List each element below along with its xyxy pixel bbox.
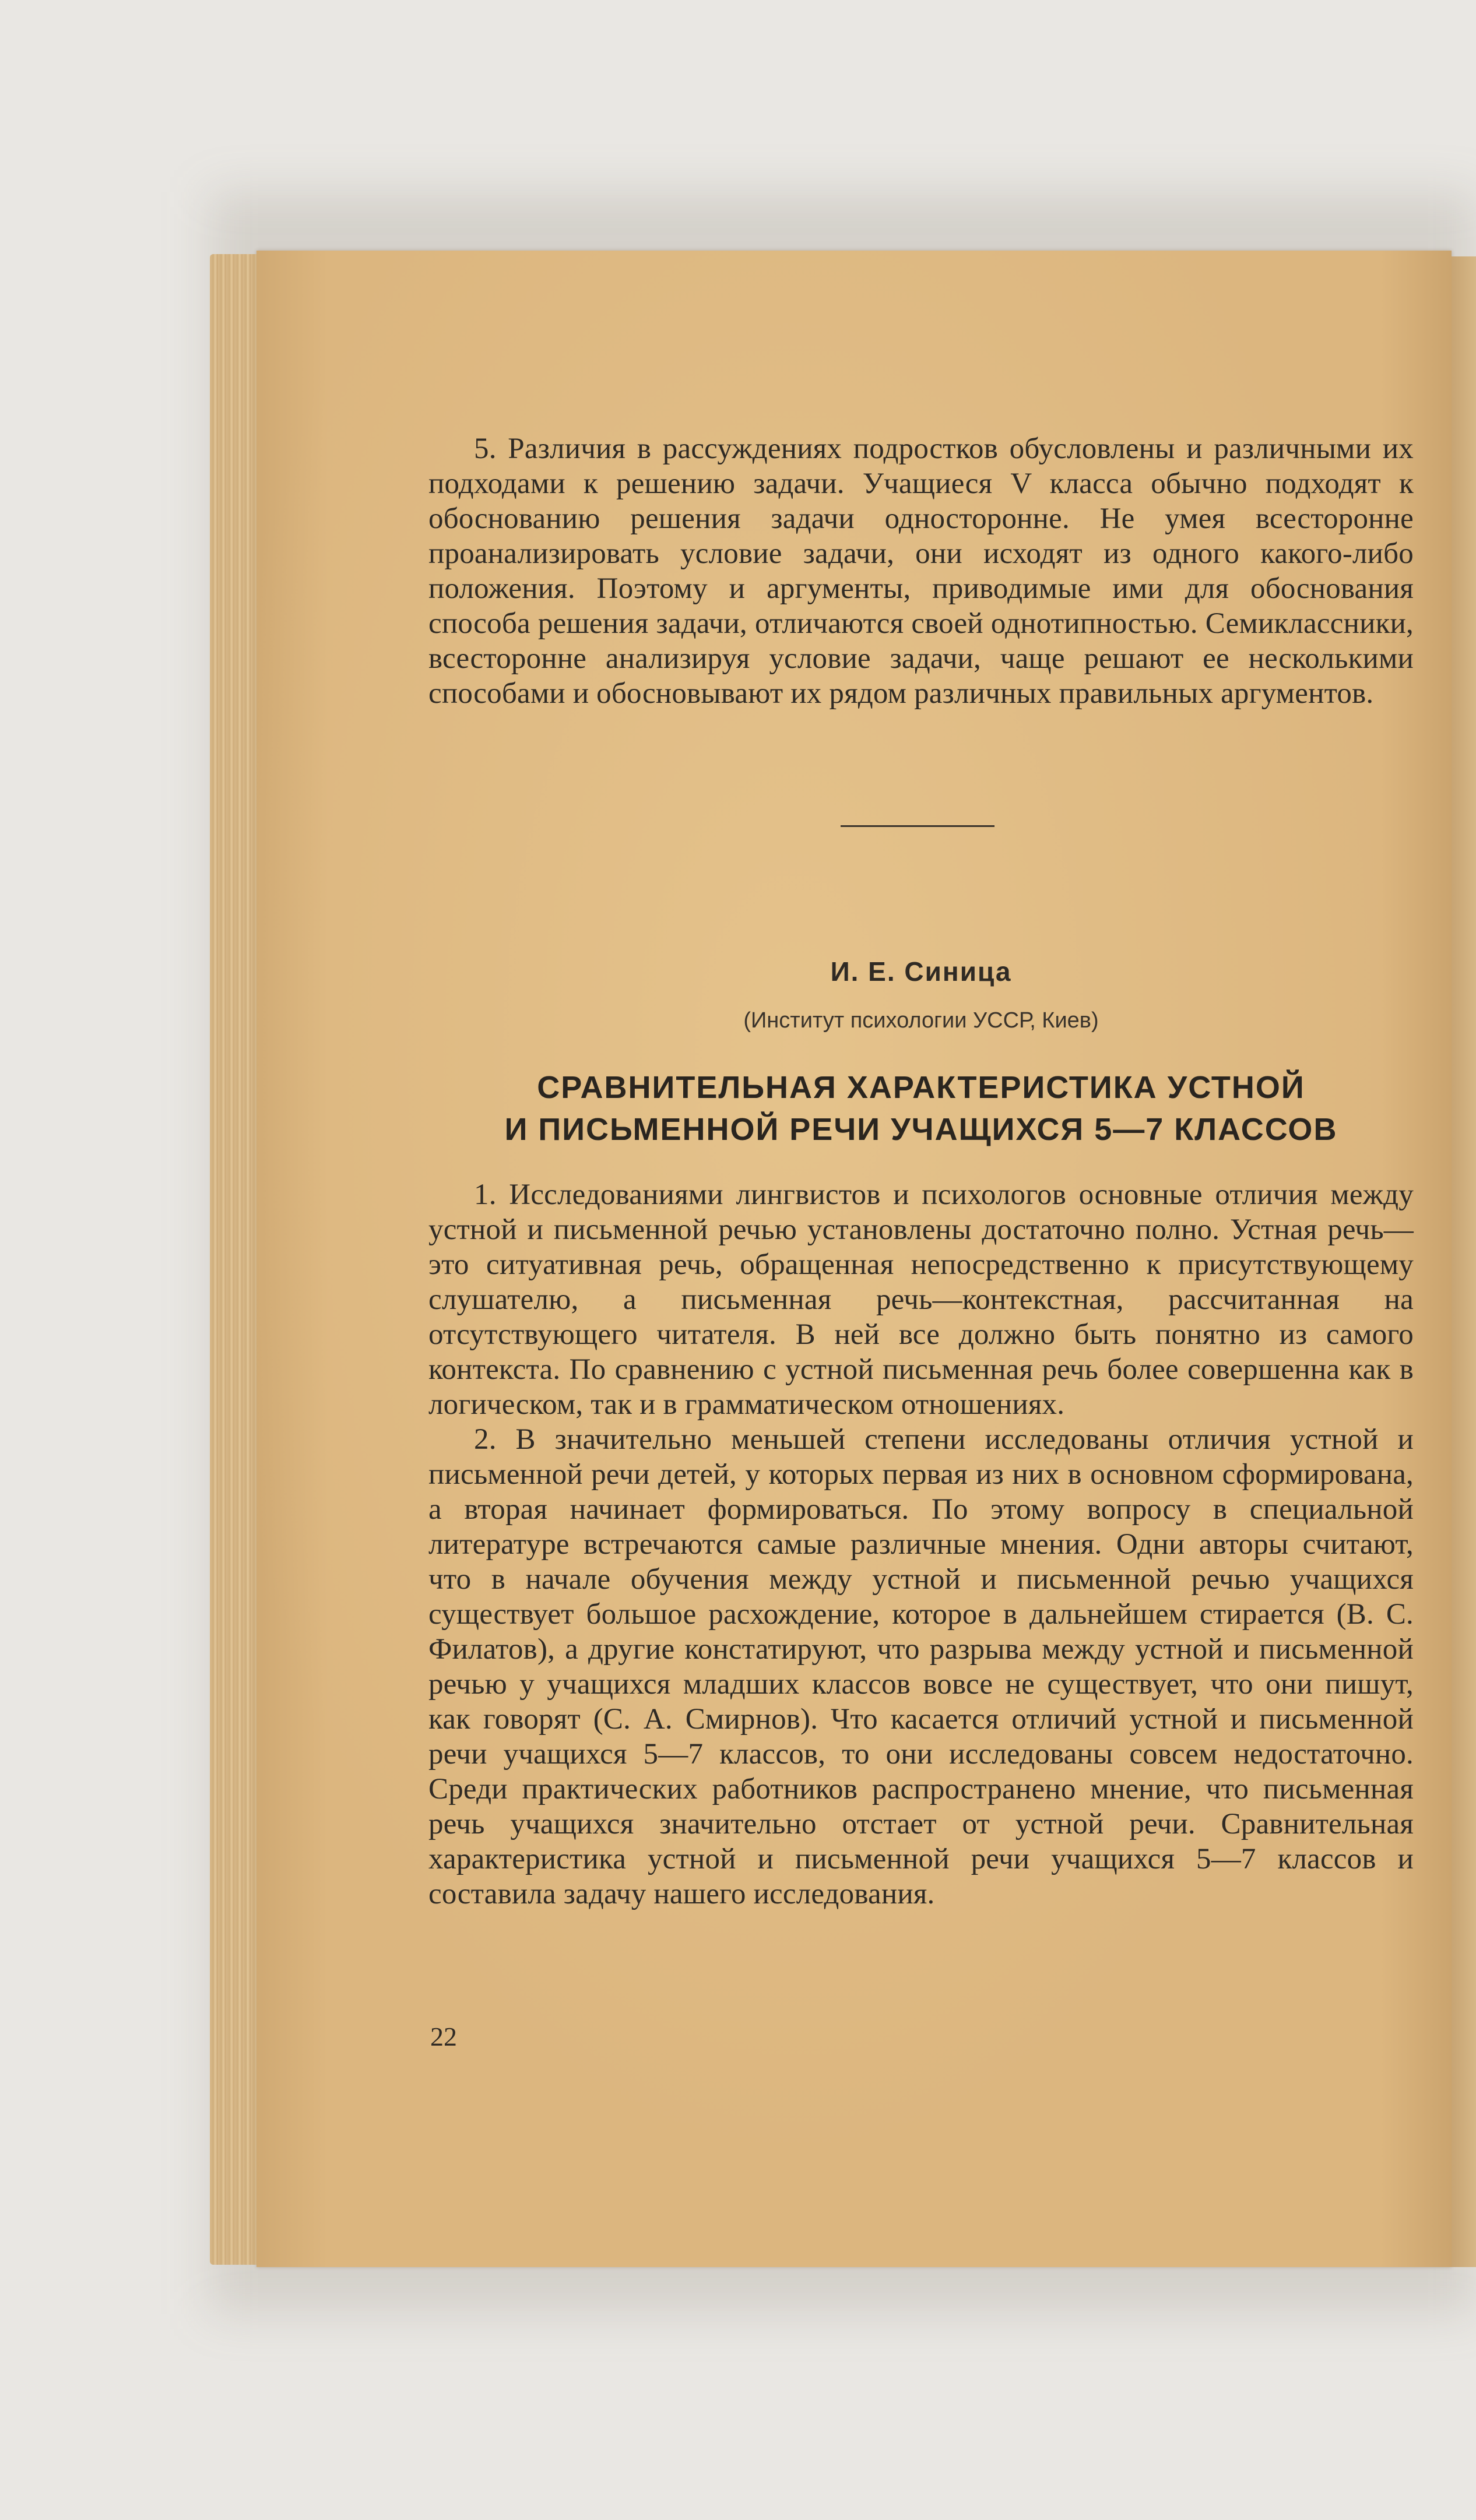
paragraph-2: 2. В значительно меньшей степени исследованы отличия устной и письменной речи детей, у которых первая из них в основном сформирована, а вторая начинает формироваться. По этому вопросу в специальной литературе встречаются самые различные мнения. Одни авторы считают, что в начале обучения между устной и письменной речью учащихся существует большое расхождение, которое в дальнейшем стирается (В. С. Филатов), а другие констатируют, что разрыва между устной и письменной речью у учащихся младших классов вовсе не существует, что они пишут, как говорят (С. А. Смирнов). Что касается отличий устной и письменной речи учащихся 5—7 классов, то они исследованы совсем недостаточно. Среди практических работников распространено мнение, что письменная речь учащихся значительно отстает от устной речи. Сравнительная характеристика устной и письменной речи учащихся 5—7 классов и составила задачу нашего исследования. <box>428 1423 1414 1910</box>
page-number: 22 <box>430 2022 457 2051</box>
author-affiliation: (Институт психологии УССР, Киев) <box>743 1008 1099 1033</box>
article-title <box>428 1067 1414 1150</box>
section-separator <box>841 825 994 827</box>
article-body <box>428 1177 1414 1912</box>
article-title-line-2: И ПИСЬМЕННОЙ РЕЧИ УЧАЩИХСЯ 5—7 КЛАССОВ <box>504 1112 1338 1147</box>
paragraph-top: 5. Различия в рассуждениях подростков обусловлены и различными их подходами к решению задачи. Учащиеся V класса обычно подходят к обоснованию решения задачи односторонне. Не умея всесторонне проанализировать условие задачи, они исходят из одного какого-либо положения. Поэтому и аргументы, приводимые ими для обоснования способа решения задачи, отличаются своей однотипностью. Семиклассники, всесторонне анализируя условие задачи, чаще решают ее несколькими способами и обосновывают их рядом различных правильных аргументов. <box>428 432 1414 710</box>
paragraph-1: 1. Исследованиями лингвистов и психологов основные отличия между устной и письменной речью установлены достаточно полно. Устная речь—это ситуативная речь, обращенная непосредственно к присутствующему слушателю, а письменная речь—контекстная, рассчитанная на отсутствующего читателя. В ней все должно быть понятно из самого контекста. По сравнению с устной письменная речь более совершенна как в логическом, так и в грамматическом отношениях. <box>428 1178 1414 1421</box>
facing-page-edge <box>1452 256 1476 2267</box>
article-title-line-1: СРАВНИТЕЛЬНАЯ ХАРАКТЕРИСТИКА УСТНОЙ <box>537 1070 1305 1105</box>
section-5-text <box>428 431 1414 711</box>
author-name: И. Е. Синица <box>830 956 1012 987</box>
